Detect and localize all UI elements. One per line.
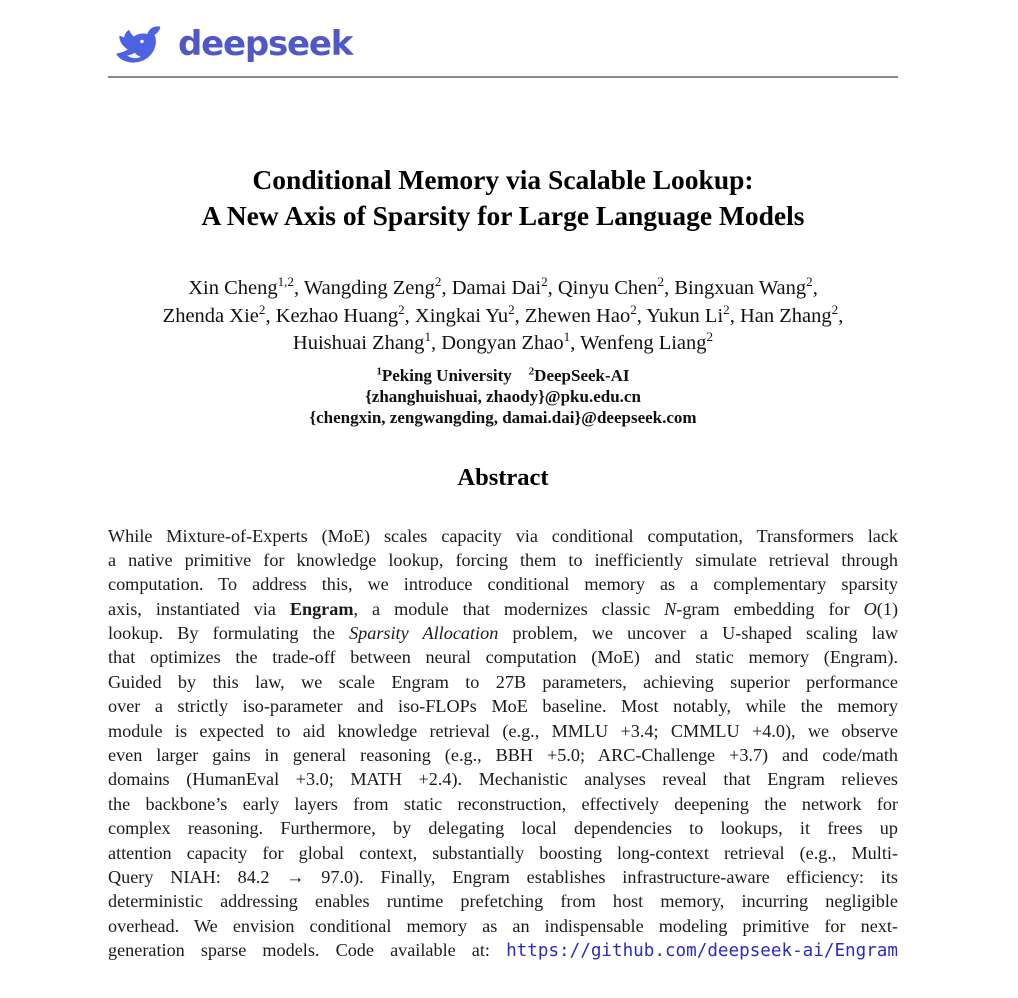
text-segment: , Zhewen Hao (514, 304, 631, 327)
abstract-line (108, 572, 898, 596)
text-segment: 2 (541, 274, 548, 290)
text-segment: computation. To address this, we introduce conditional memory as a complementary sparsity (108, 574, 898, 595)
author-line-1 (108, 275, 898, 303)
text-segment: 2 (508, 301, 515, 317)
abstract-line (108, 767, 898, 791)
abstract-heading: Abstract (457, 463, 549, 491)
abstract-body (108, 524, 898, 963)
author-line-3 (108, 330, 898, 358)
abstract-line (108, 743, 898, 767)
text-segment: , Qinyu Chen (547, 277, 658, 299)
deepseek-whale-icon (108, 21, 166, 71)
text-segment: domains (HumanEval +3.0; MATH +2.4). Mechanistic analyses reveal that Engram relieves (108, 769, 898, 790)
abstract-line (108, 548, 898, 572)
text-segment (512, 366, 529, 385)
text-segment: Huishuai Zhang (292, 332, 425, 354)
text-segment: 2 (806, 274, 813, 290)
contact-emails (108, 386, 898, 428)
abstract-line (108, 938, 898, 962)
text-segment: -gram embedding for (676, 598, 864, 619)
text-segment: 2 (528, 364, 535, 377)
text-segment: the backbone’s early layers from static reconstruction, effectively deepening the network for (108, 793, 898, 814)
text-segment: , Damai Dai (441, 277, 542, 299)
text-segment: 1,2 (277, 274, 294, 290)
text-segment: module is expected to aid knowledge retrieval (e.g., MMLU +3.4; CMMLU +4.0), we observe (108, 720, 898, 741)
text-segment: , Yukun Li (636, 304, 724, 327)
text-segment: 2 (831, 301, 839, 317)
text-segment: Query NIAH: 84.2 → 97.0). Finally, Engram establishes infrastructure-aware efficiency: its (108, 866, 898, 887)
header-rule (108, 76, 898, 78)
text-segment: Xin Cheng (188, 277, 278, 299)
email-line-pku: {zhanghuishuai, zhaody}@pku.edu.cn (365, 386, 641, 406)
text-segment: lookup. By formulating the (108, 623, 350, 644)
abstract-line (108, 914, 898, 938)
whale-eye (140, 40, 143, 43)
text-segment: axis, instantiated via (108, 598, 290, 619)
text-segment: 2 (723, 301, 730, 317)
title-line-1: Conditional Memory via Scalable Lookup: (252, 164, 754, 195)
email-line-deepseek: {chengxin, zengwangding, damai.dai}@deepseek.com (309, 407, 697, 427)
abstract-line (108, 597, 898, 621)
affiliations (108, 365, 898, 386)
abstract-line (108, 889, 898, 913)
text-segment: Zhenda Xie (162, 304, 259, 327)
text-segment: 2 (398, 301, 405, 317)
text-segment: , Han Zhang (729, 304, 832, 327)
text-segment: DeepSeek-AI (534, 365, 630, 385)
text-segment: overhead. We envision conditional memory as an indispensable modeling primitive for next- (108, 915, 898, 936)
text-segment: a native primitive for knowledge lookup, forcing them to inefficiently simulate retrieval through (108, 549, 898, 570)
text-segment: , (812, 277, 818, 299)
text-segment: deterministic addressing enables runtime prefetching from host memory, incurring negligible (108, 891, 898, 912)
abstract-line (108, 841, 898, 865)
abstract-line (108, 792, 898, 816)
text-segment: (1) (876, 598, 899, 619)
text-segment: complex reasoning. Furthermore, by delegating local dependencies to lookups, it frees up (108, 818, 898, 839)
text-segment: While Mixture-of-Experts (MoE) scales capacity via conditional computation, Transformers lack (108, 525, 898, 546)
text-segment: 1 (376, 364, 382, 377)
text-segment: 1 (424, 329, 431, 345)
abstract-line (108, 865, 898, 889)
abstract-line (108, 621, 898, 645)
text-segment: , (838, 304, 844, 327)
title-line-2: A New Axis of Sparsity for Large Language Models (201, 199, 805, 231)
abstract-line (108, 719, 898, 743)
text-segment: even larger gains in general reasoning (e.g., BBH +5.0; ARC-Challenge +3.7) and code/math (108, 745, 898, 766)
text-segment: , Wangding Zeng (293, 277, 435, 299)
abstract-line (108, 524, 898, 548)
text-segment: , Wenfeng Liang (570, 332, 707, 354)
text-segment: 2 (630, 301, 637, 317)
text-segment: 1 (563, 329, 571, 345)
text-segment: Guided by this law, we scale Engram to 27B parameters, achieving superior performance (108, 671, 898, 692)
text-segment: , Bingxuan Wang (664, 277, 807, 299)
paper-page (108, 0, 898, 963)
text-segment: , Kezhao Huang (265, 304, 399, 327)
deepseek-logo (108, 20, 898, 72)
text-segment: , a module that modernizes classic (353, 598, 665, 619)
text-segment: 2 (706, 329, 714, 345)
text-segment: 2 (258, 301, 266, 317)
code-repo-link[interactable]: https://github.com/deepseek-ai/Engram (506, 941, 898, 962)
abstract-line (108, 816, 898, 840)
text-segment: , Dongyan Zhao (431, 332, 564, 354)
text-segment: attention capacity for global context, substantially boosting long-context retrieval (e.g., Multi- (108, 842, 898, 863)
text-segment: N (664, 598, 677, 619)
text-segment: that optimizes the trade-off between neural computation (MoE) and static memory (Engram). (108, 647, 898, 668)
abstract-line (108, 645, 898, 669)
abstract-line (108, 670, 898, 694)
text-segment: O (863, 598, 877, 619)
author-list (108, 275, 898, 358)
text-segment: problem, we uncover a U-shaped scaling law (498, 623, 898, 644)
text-segment: Sparsity Allocation (349, 623, 499, 644)
text-segment: 2 (434, 274, 442, 290)
text-segment: Peking University (381, 365, 512, 385)
text-segment: generation sparse models. Code available at: (108, 940, 507, 961)
text-segment: Engram (289, 598, 354, 619)
paper-title (108, 162, 898, 233)
author-line-2 (108, 303, 898, 331)
abstract-line (108, 694, 898, 718)
text-segment: over a strictly iso-parameter and iso-FLOPs MoE baseline. Most notably, while the memory (108, 696, 898, 717)
text-segment: , Xingkai Yu (404, 304, 509, 327)
deepseek-wordmark: deepseek (178, 24, 353, 64)
text-segment: 2 (657, 274, 665, 290)
